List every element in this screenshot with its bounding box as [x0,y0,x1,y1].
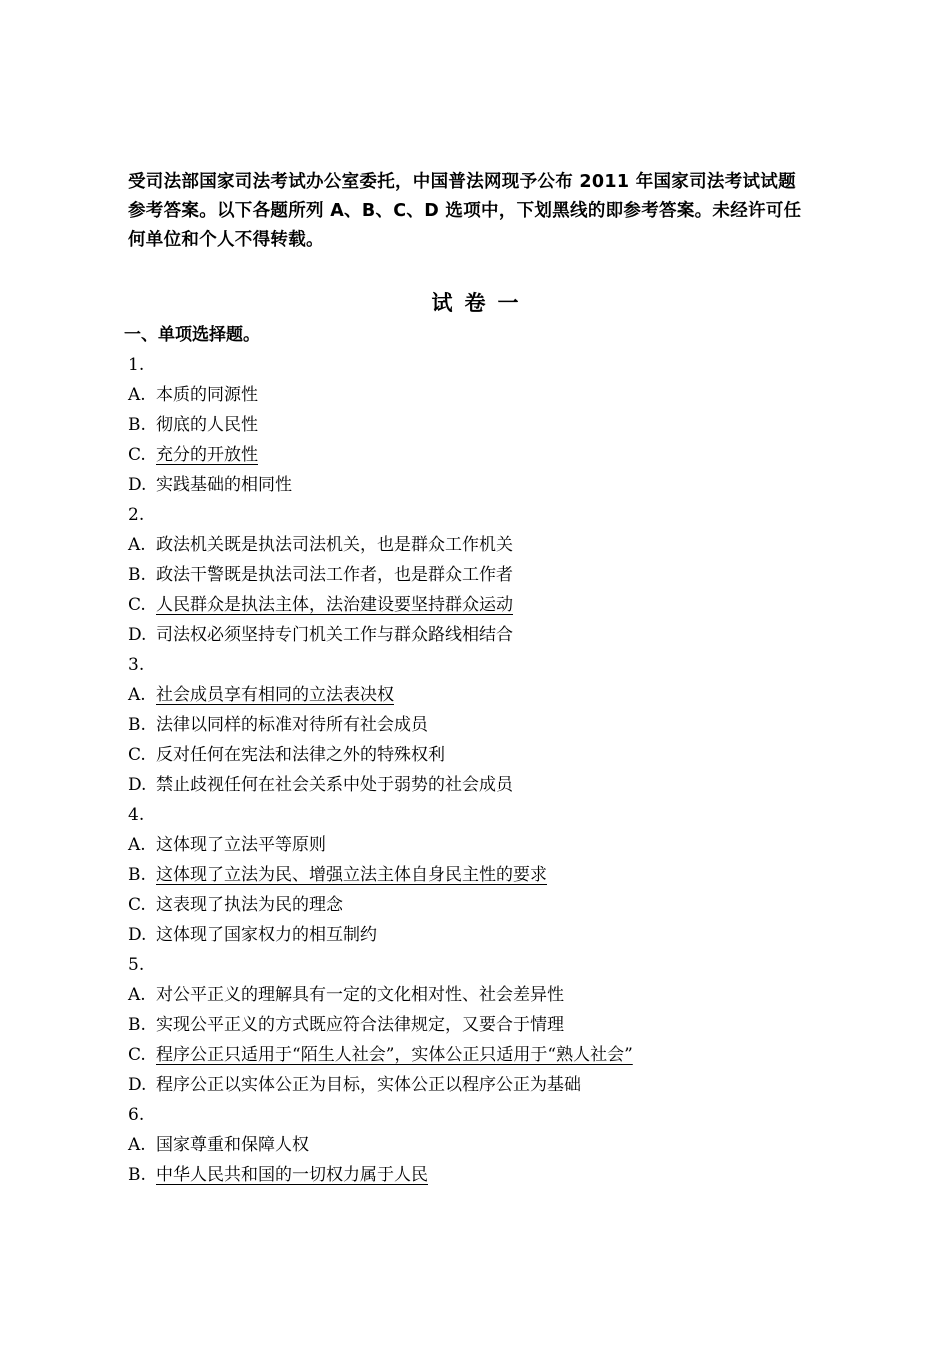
question-number: 6. [128,1105,145,1125]
option-letter: C. [128,445,146,465]
option-text: 反对任何在宪法和法律之外的特殊权利 [156,745,445,765]
option-letter: C. [128,595,146,615]
answer-option [128,770,848,800]
option-text: 禁止歧视任何在社会关系中处于弱势的社会成员 [156,775,513,795]
question-number: 1. [128,355,145,375]
question-number: 2. [128,505,145,525]
option-text: 政法干警既是执法司法工作者，也是群众工作者 [156,565,513,585]
answer-option [128,890,848,920]
option-letter: C. [128,1045,146,1065]
reference-answer-text: 程序公正只适用于“陌生人社会”，实体公正只适用于“熟人社会” [156,1045,633,1065]
reference-answer-text: 中华人民共和国的一切权力属于人民 [156,1165,428,1185]
intro-line: 何单位和个人不得转载。 [128,230,324,250]
reference-answer-text: 这体现了立法为民、增强立法主体自身民主性的要求 [156,865,547,885]
option-letter: B. [128,1015,146,1035]
option-text: 程序公正以实体公正为目标，实体公正以程序公正为基础 [156,1075,581,1095]
option-letter: B. [128,415,146,435]
option-text: 彻底的人民性 [156,415,258,435]
answer-option [128,920,848,950]
option-letter: B. [128,715,146,735]
answer-option [128,410,848,440]
answer-option [128,380,848,410]
option-letter: D. [128,775,147,795]
question-number: 4. [128,805,145,825]
answer-option [128,470,848,500]
option-text: 本质的同源性 [156,385,258,405]
option-text: 国家尊重和保障人权 [156,1135,309,1155]
answer-option [128,530,848,560]
option-text: 这体现了立法平等原则 [156,835,326,855]
intro-line: 受司法部国家司法考试办公室委托，中国普法网现予公布 2011 年国家司法考试试题 [128,172,796,192]
option-letter: D. [128,925,147,945]
option-text: 对公平正义的理解具有一定的文化相对性、社会差异性 [156,985,564,1005]
option-text: 实践基础的相同性 [156,475,292,495]
answer-option [128,830,848,860]
option-letter: A. [128,985,146,1005]
option-letter: B. [128,565,146,585]
question-number: 5. [128,955,145,975]
option-letter: A. [128,835,146,855]
option-text: 政法机关既是执法司法机关，也是群众工作机关 [156,535,513,555]
option-text: 司法权必须坚持专门机关工作与群众路线相结合 [156,625,513,645]
option-letter: A. [128,1135,146,1155]
reference-answer-text: 社会成员享有相同的立法表决权 [156,685,394,705]
option-letter: C. [128,895,146,915]
option-text: 这表现了执法为民的理念 [156,895,343,915]
answer-option [128,1040,848,1070]
answer-option [128,860,848,890]
answer-option [128,980,848,1010]
answer-option [128,1130,848,1160]
answer-option [128,710,848,740]
question-list [128,350,848,1190]
option-letter: A. [128,385,146,405]
option-letter: B. [128,865,146,885]
option-letter: A. [128,685,146,705]
answer-option [128,1160,848,1190]
answer-option [128,440,848,470]
option-letter: D. [128,1075,147,1095]
reference-answer-text: 人民群众是执法主体，法治建设要坚持群众运动 [156,595,513,615]
option-letter: D. [128,625,147,645]
option-letter: C. [128,745,146,765]
paper-title: 试卷一 [431,291,531,315]
intro-line: 参考答案。以下各题所列 A、B、C、D 选项中，下划黑线的即参考答案。未经许可任 [128,201,802,221]
option-letter: B. [128,1165,146,1185]
intro-paragraph [128,168,838,255]
option-letter: A. [128,535,146,555]
option-text: 法律以同样的标准对待所有社会成员 [156,715,428,735]
answer-option [128,740,848,770]
option-letter: D. [128,475,147,495]
answer-option [128,620,848,650]
section-heading: 一、单项选择题。 [124,325,260,345]
answer-option [128,560,848,590]
answer-option [128,1010,848,1040]
answer-option [128,1070,848,1100]
option-text: 这体现了国家权力的相互制约 [156,925,377,945]
question-number: 3. [128,655,145,675]
option-text: 实现公平正义的方式既应符合法律规定，又要合于情理 [156,1015,564,1035]
answer-option [128,590,848,620]
answer-option [128,680,848,710]
reference-answer-text: 充分的开放性 [156,445,258,465]
